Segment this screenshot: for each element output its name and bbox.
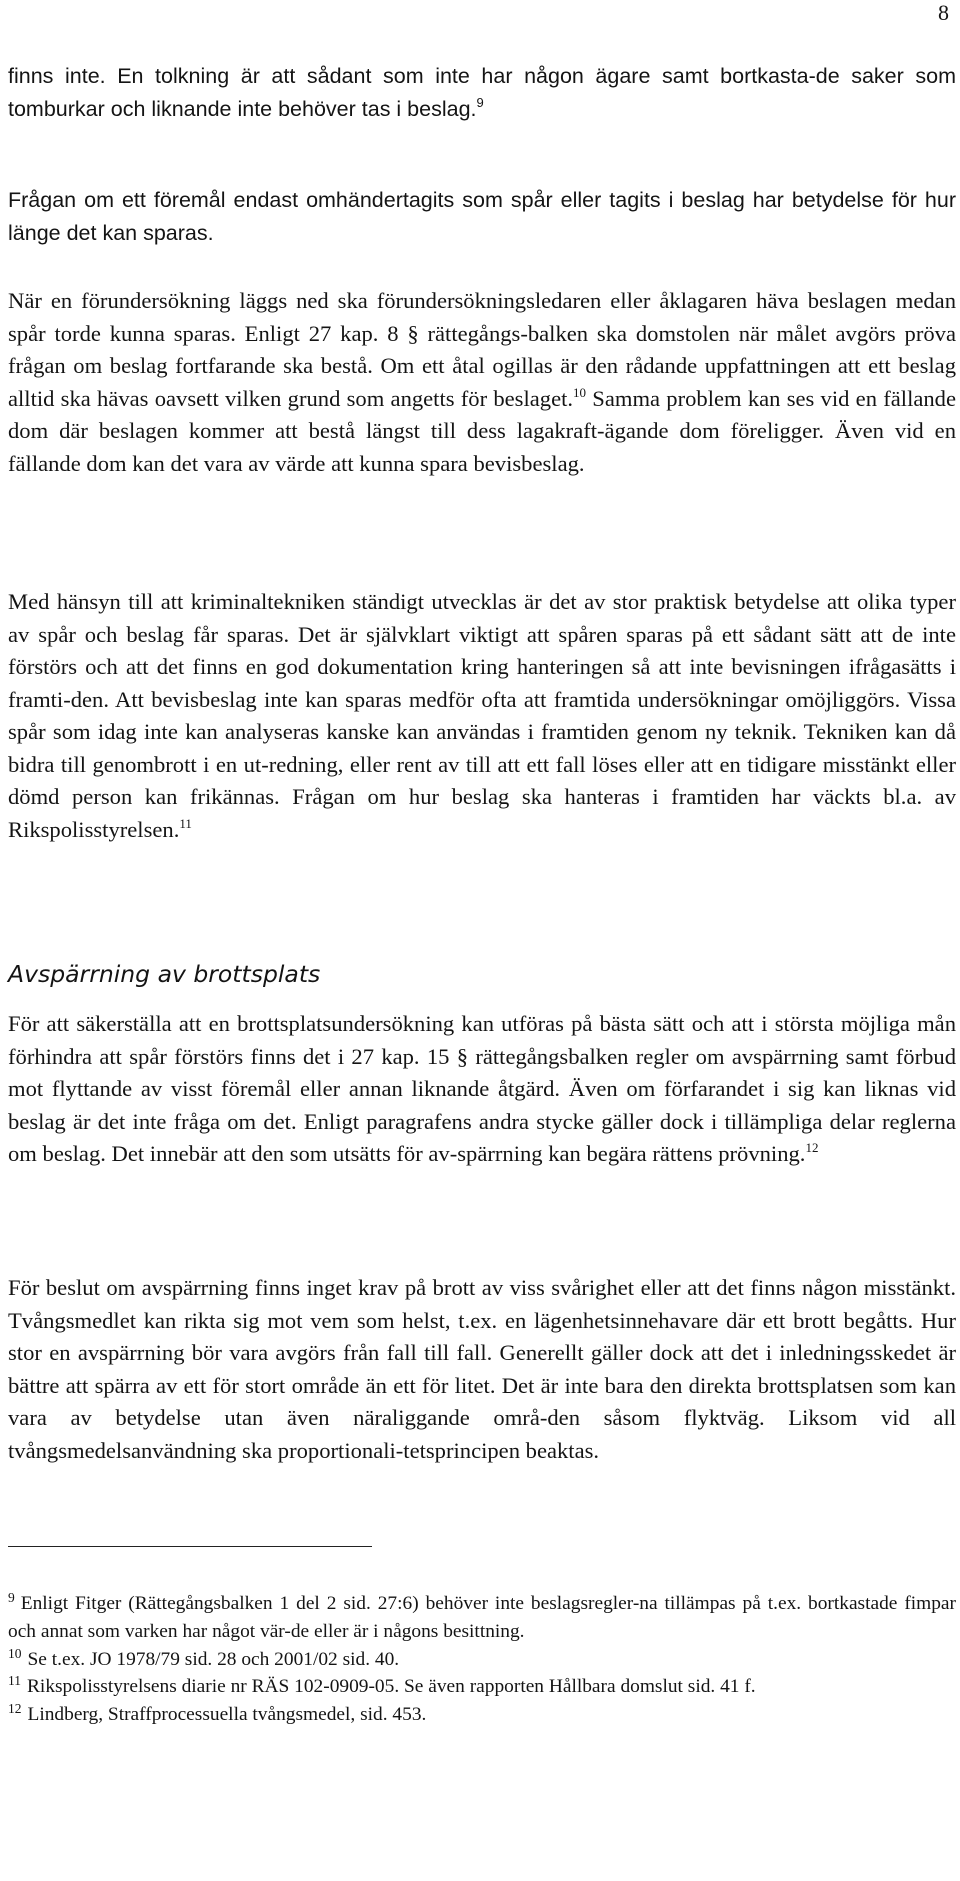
footnote-number: 11 (8, 1673, 21, 1689)
paragraph-3-text: När en förundersökning läggs ned ska förundersökningsledaren eller åklagaren häva beslagen medan spår torde kunna sparas. Enligt 27 kap. 8 § rättegångs-balken ska domstolen när målet avgörs pröva frågan om beslag fortfarande ska bestå. Om ett åtal ogillas är den rådande uppfattningen att ett beslag alltid ska hävas oavsett vilken grund som angetts för beslaget. (8, 288, 956, 411)
footnote-text: Lindberg, Straffprocessuella tvångsmedel, sid. 453. (27, 1704, 427, 1726)
footnote-11 (8, 1673, 956, 1701)
footnote-text: Enligt Fitger (Rättegångsbalken 1 del 2 sid. 27:6) behöver inte beslagsregler-na tillämpas på t.ex. bortkastade fimpar och annat som varken har något vär-de eller är i någons besittning. (8, 1593, 956, 1642)
footnote-text: Rikspolisstyrelsens diarie nr RÄS 102-0909-05. Se även rapporten Hållbara domslut sid. 41 f. (27, 1676, 756, 1698)
footnote-text: Se t.ex. JO 1978/79 sid. 28 och 2001/02 sid. 40. (27, 1648, 400, 1670)
paragraph-2-text: Frågan om ett föremål endast omhändertagits som spår eller tagits i beslag har betydelse för hur länge det kan sparas. (8, 188, 956, 245)
footnote-number: 9 (8, 1590, 15, 1605)
paragraph-4-text: Med hänsyn till att kriminaltekniken ständigt utvecklas är det av stor praktisk betydelse att olika typer av spår och beslag får sparas. Det är självklart viktigt att spåren sparas på ett sådant sätt att de inte förstörs och att det finns en god dokumentation kring hanteringen så att inte bevisningen ifrågasätts i framti-den. Att bevisbeslag inte kan sparas medför ofta att framtida undersökningar omöjliggörs. Vissa spår som idag inte kan analyseras kanske kan användas i framtiden genom ny teknik. Tekniken kan då bidra till genombrott i en ut-redning, eller rent av till att ett fall löses eller att en tidigare misstänkt eller dömd person kan frikännas. Frågan om hur beslag ska hanteras i framtiden har väckts bl.a. av Rikspolisstyrelsen. (8, 589, 956, 842)
section-paragraph-1-text: För att säkerställa att en brottsplatsundersökning kan utföras på bästa sätt och att i största möjliga mån förhindra att spår förstörs finns det i 27 kap. 15 § rättegångsbalken regler om avspärrning samt förbud mot flyttande av visst föremål eller annan liknande åtgärd. Även om förfarandet i sig kan liknas vid beslag är det inte fråga om det. Enligt paragrafens andra stycke gäller dock i tillämpliga delar reglerna om beslag. Det innebär att den som utsätts för av-spärrning kan begära rättens prövning. (8, 1011, 956, 1166)
paragraph-1-text: finns inte. En tolkning är att sådant som inte har någon ägare samt bortkasta-de saker som tomburkar och liknande inte behöver tas i beslag. (8, 64, 956, 121)
footnote-ref-10: 10 (573, 384, 587, 400)
footnote-number: 10 (8, 1645, 22, 1661)
footnote-9 (8, 1590, 956, 1646)
section-paragraph-1 (8, 1008, 956, 1171)
footnote-10 (8, 1646, 956, 1674)
paragraph-1 (8, 60, 956, 125)
footnotes (8, 1590, 956, 1729)
paragraph-3-tail: Samma problem kan ses vid en fällande dom där beslagen kommer att bestå längst till dess lagakraft-ägande dom föreligger. Även vid en fällande dom kan det vara av värde att kunna spara bevisbeslag. (8, 385, 956, 476)
footnote-ref-11: 11 (179, 815, 192, 831)
section-paragraph-2-text: För beslut om avspärrning finns inget krav på brott av viss svårighet eller att det finns någon misstänkt. Tvångsmedlet kan rikta sig mot vem som helst, t.ex. en lägenhetsinnehavare där ett brott begåtts. Hur stor en avspärrning bör vara avgörs från fall till fall. Generellt gäller dock att det i inledningsskedet är bättre att spärra av ett för stort område än ett för litet. Det är inte bara den direkta brottsplatsen som kan vara av betydelse utan även näraliggande områ-den såsom flyktväg. Liksom vid all tvångsmedelsanvändning ska proportionali-tetsprincipen beaktas. (8, 1275, 956, 1463)
section-heading: Avspärrning av brottsplats (8, 960, 321, 988)
footnote-divider (8, 1546, 372, 1547)
footnote-ref-9: 9 (476, 94, 484, 110)
footnote-12 (8, 1701, 956, 1729)
page-number: 8 (938, 0, 949, 25)
paragraph-2 (8, 184, 956, 249)
section-paragraph-2 (8, 1272, 956, 1467)
paragraph-3 (8, 285, 956, 480)
footnote-number: 12 (8, 1701, 22, 1717)
paragraph-4 (8, 586, 956, 846)
footnote-ref-12: 12 (805, 1140, 819, 1155)
